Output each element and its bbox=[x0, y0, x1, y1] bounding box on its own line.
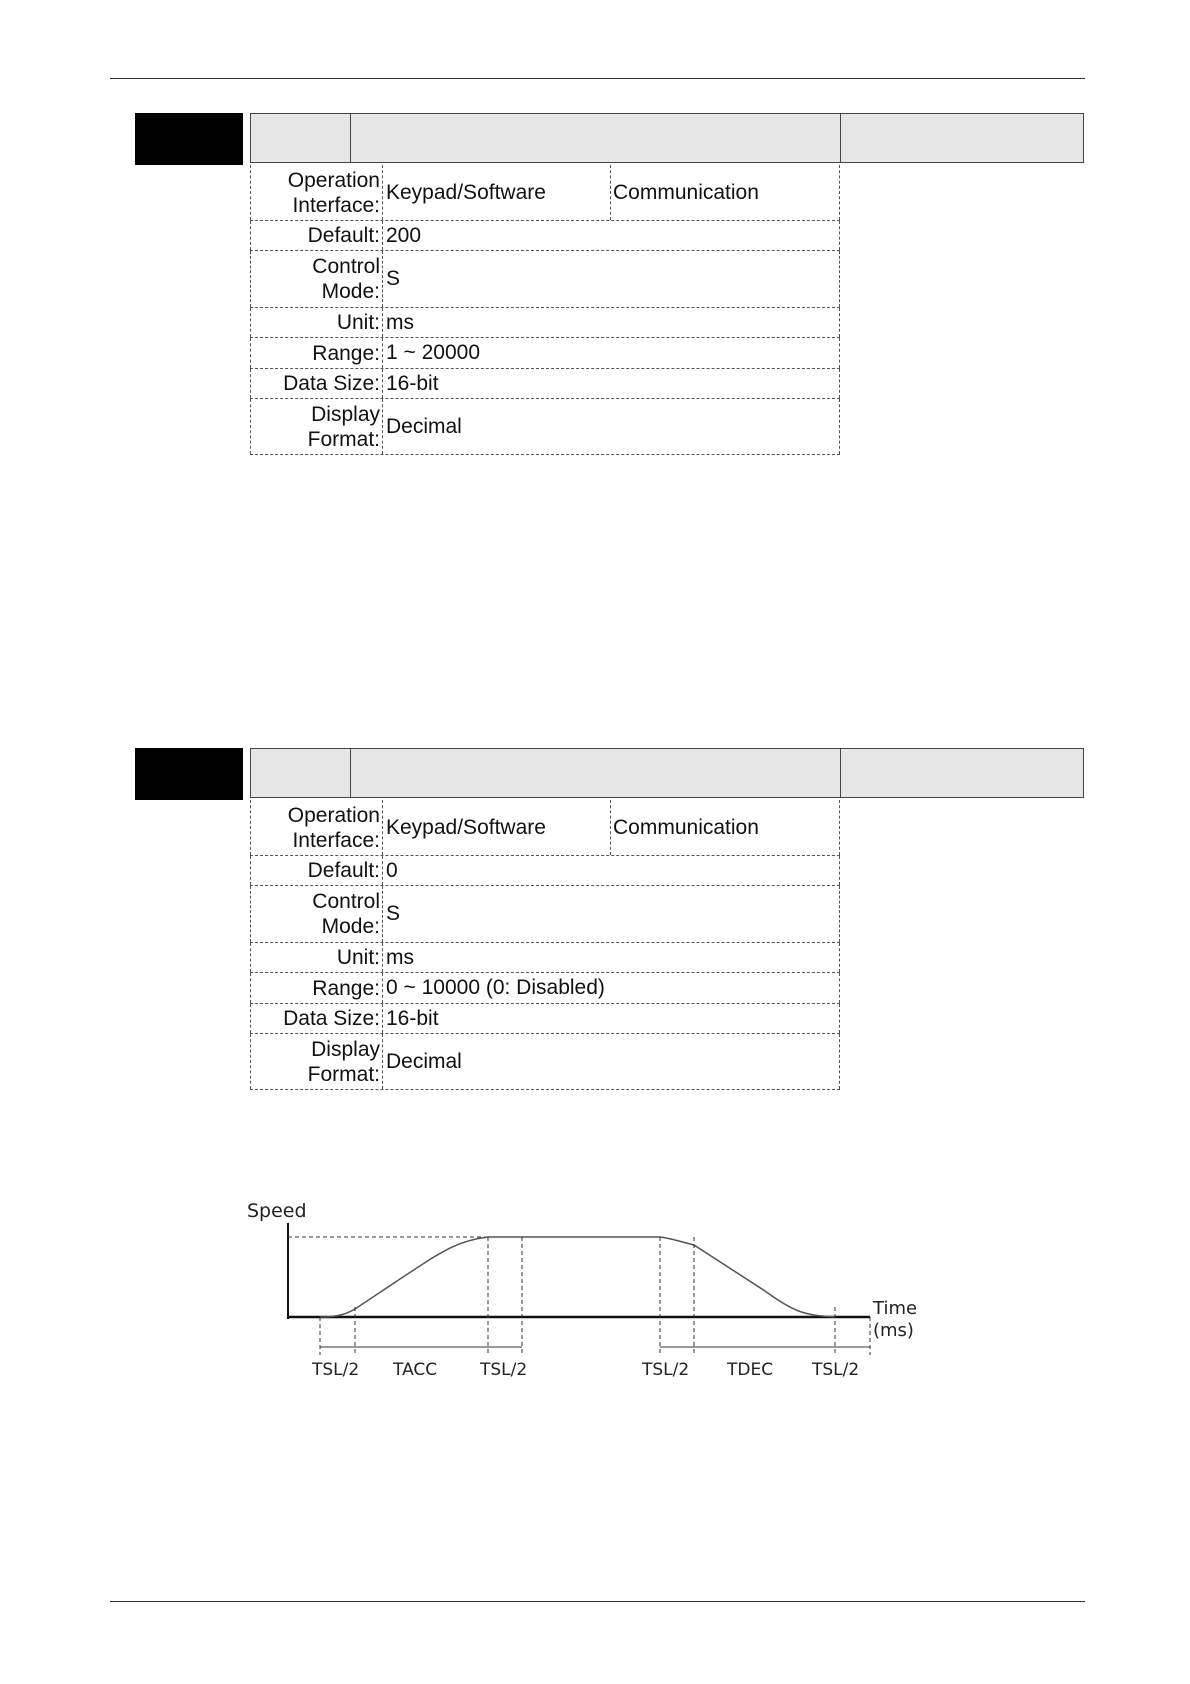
segment-label-tsl-4: TSL/2 bbox=[812, 1360, 860, 1380]
segment-label-tsl-2: TSL/2 bbox=[480, 1360, 528, 1380]
default-value: 0 bbox=[386, 858, 398, 882]
control-mode-value: S bbox=[386, 267, 401, 290]
row-control-mode bbox=[250, 886, 840, 943]
row-control-mode bbox=[250, 251, 840, 308]
display-format-value: Decimal bbox=[386, 414, 462, 438]
data-size-value: 16-bit bbox=[386, 1006, 439, 1030]
operation-interface-label: Operation Interface: bbox=[250, 165, 383, 220]
segment-label-tacc: TACC bbox=[393, 1360, 438, 1380]
interface-keypad-software: Keypad/Software bbox=[386, 815, 546, 839]
segment-label-tsl-3: TSL/2 bbox=[642, 1360, 690, 1380]
segment-markers bbox=[320, 1237, 870, 1355]
parameter-header-row bbox=[250, 748, 1084, 800]
operation-interface-label: Operation Interface: bbox=[250, 800, 383, 855]
parameter-header-row bbox=[250, 113, 1084, 165]
parameter-attribute-table bbox=[250, 800, 840, 1090]
row-default bbox=[250, 856, 840, 886]
display-format-label: Display Format: bbox=[250, 1034, 383, 1089]
data-size-label: Data Size: bbox=[250, 1004, 383, 1033]
row-range bbox=[250, 338, 840, 369]
y-axis-label: Speed bbox=[247, 1200, 307, 1222]
segment-label-tdec: TDEC bbox=[727, 1360, 774, 1380]
data-size-label: Data Size: bbox=[250, 369, 383, 398]
parameter-code-tab bbox=[135, 748, 243, 800]
parameter-attribute-table bbox=[250, 165, 840, 455]
unit-value: ms bbox=[386, 945, 414, 969]
row-data-size bbox=[250, 369, 840, 399]
interface-communication: Communication bbox=[613, 815, 759, 839]
interface-communication: Communication bbox=[613, 180, 759, 204]
speed-curve bbox=[320, 1237, 835, 1317]
range-label: Range: bbox=[250, 338, 383, 368]
row-display-format bbox=[250, 1034, 840, 1090]
range-value: 1 ~ 20000 bbox=[386, 341, 481, 364]
row-range bbox=[250, 973, 840, 1004]
row-operation-interface bbox=[250, 165, 840, 221]
parameter-code-tab bbox=[135, 113, 243, 165]
display-format-label: Display Format: bbox=[250, 399, 383, 454]
header-cell-address bbox=[250, 748, 351, 798]
header-cell-section bbox=[840, 113, 1084, 163]
default-label: Default: bbox=[250, 856, 383, 885]
header-cell-section bbox=[840, 748, 1084, 798]
row-unit bbox=[250, 943, 840, 973]
unit-value: ms bbox=[386, 310, 414, 334]
bottom-rule bbox=[110, 1601, 1085, 1602]
s-curve-speed-diagram bbox=[230, 1195, 930, 1395]
row-display-format bbox=[250, 399, 840, 455]
range-label: Range: bbox=[250, 973, 383, 1003]
interface-keypad-software: Keypad/Software bbox=[386, 180, 546, 204]
default-label: Default: bbox=[250, 221, 383, 250]
row-default bbox=[250, 221, 840, 251]
default-value: 200 bbox=[386, 223, 422, 247]
x-axis-label-time: Time bbox=[873, 1298, 918, 1319]
header-cell-name bbox=[350, 748, 841, 798]
control-mode-label: Control Mode: bbox=[250, 886, 383, 942]
segment-label-tsl-1: TSL/2 bbox=[312, 1360, 360, 1380]
unit-label: Unit: bbox=[250, 943, 383, 972]
s-curve-svg bbox=[230, 1195, 930, 1395]
range-value: 0 ~ 10000 (0: Disabled) bbox=[386, 976, 605, 999]
x-axis-label-unit: (ms) bbox=[873, 1320, 914, 1341]
row-operation-interface bbox=[250, 800, 840, 856]
control-mode-value: S bbox=[386, 902, 401, 925]
control-mode-label: Control Mode: bbox=[250, 251, 383, 307]
data-size-value: 16-bit bbox=[386, 371, 439, 395]
header-cell-address bbox=[250, 113, 351, 163]
display-format-value: Decimal bbox=[386, 1049, 462, 1073]
unit-label: Unit: bbox=[250, 308, 383, 337]
row-data-size bbox=[250, 1004, 840, 1034]
row-unit bbox=[250, 308, 840, 338]
top-rule bbox=[110, 78, 1085, 79]
header-cell-name bbox=[350, 113, 841, 163]
